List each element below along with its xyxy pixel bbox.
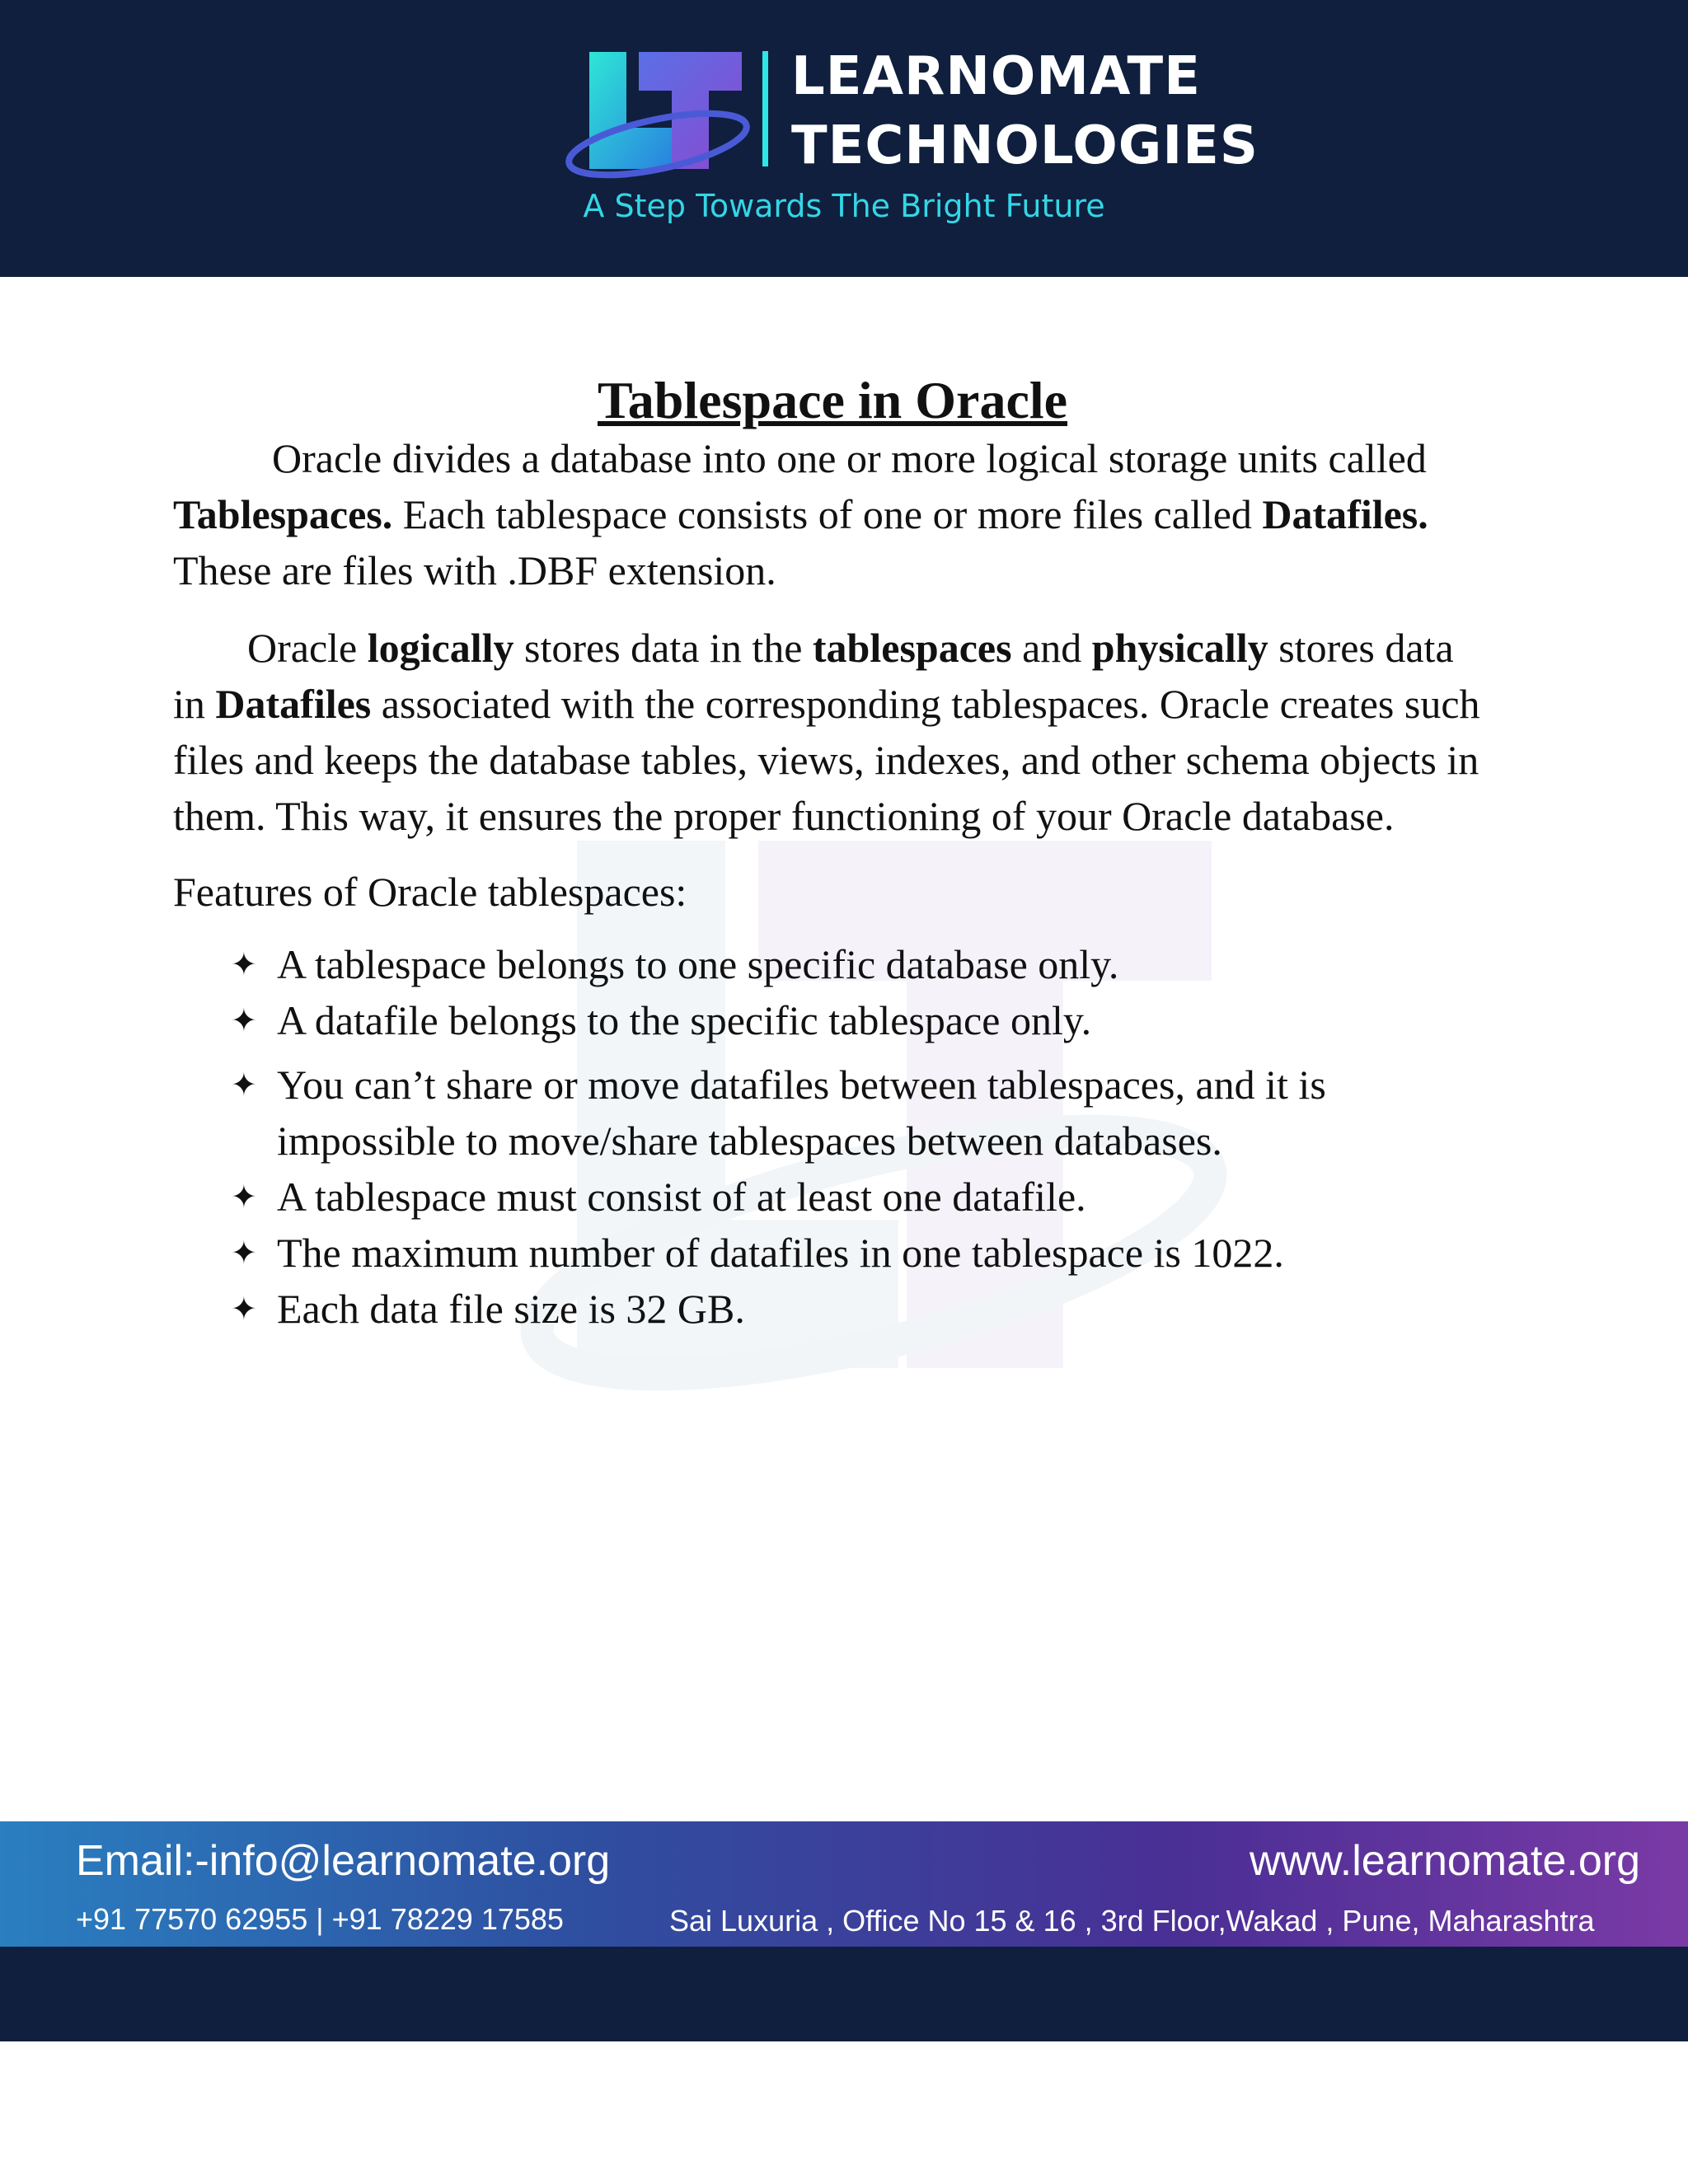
four-point-star-icon: ✦ bbox=[231, 1235, 257, 1271]
four-point-star-icon: ✦ bbox=[231, 1179, 257, 1215]
storage-text-1: Oracle bbox=[247, 625, 368, 671]
list-item bbox=[231, 992, 1492, 1048]
lt-logo-icon bbox=[560, 45, 750, 185]
four-point-star-icon: ✦ bbox=[231, 1066, 257, 1103]
storage-text-5: associated with the corresponding tablespaces. Oracle creates such files and keeps the database tables, views, indexes, and other schema objects in them. This way, it ensures the proper functioning of your Oracle database. bbox=[173, 681, 1480, 839]
feature-text: A tablespace must consist of at least one datafile. bbox=[277, 1174, 1086, 1220]
features-heading: Features of Oracle tablespaces: bbox=[173, 869, 687, 915]
list-item bbox=[231, 1281, 1492, 1337]
feature-text: You can’t share or move datafiles between tablespaces, and it is impossible to move/share tablespaces between databases. bbox=[277, 1062, 1326, 1164]
storage-text-2: stores data in the bbox=[513, 625, 813, 671]
intro-paragraph bbox=[173, 430, 1492, 598]
feature-text: A tablespace belongs to one specific database only. bbox=[277, 941, 1119, 987]
storage-text-4: stores data in bbox=[173, 625, 1454, 727]
intro-text-1: Oracle divides a database into one or more logical storage units called bbox=[272, 435, 1427, 481]
brand-name-line1: LEARNOMATE bbox=[791, 46, 1201, 107]
intro-term-tablespaces: Tablespaces. bbox=[173, 491, 393, 537]
footer-address: Sai Luxuria , Office No 15 & 16 , 3rd Floor,Wakad , Pune, Maharashtra bbox=[669, 1904, 1595, 1938]
four-point-star-icon: ✦ bbox=[231, 1002, 257, 1038]
brand-tagline: A Step Towards The Bright Future bbox=[583, 188, 1105, 224]
footer-email[interactable]: Email:-info@learnomate.org bbox=[76, 1837, 611, 1885]
list-item bbox=[231, 1169, 1492, 1225]
storage-paragraph bbox=[173, 620, 1492, 844]
storage-term-logically: logically bbox=[367, 625, 514, 671]
feature-text: The maximum number of datafiles in one tablespace is 1022. bbox=[277, 1230, 1284, 1276]
document-body bbox=[173, 368, 1492, 1337]
intro-term-datafiles: Datafiles. bbox=[1262, 491, 1428, 537]
list-item bbox=[231, 936, 1492, 992]
footer-website-link[interactable]: www.learnomate.org bbox=[1250, 1837, 1640, 1885]
storage-text-3: and bbox=[1011, 625, 1092, 671]
intro-text-2: Each tablespace consists of one or more files called bbox=[392, 491, 1263, 537]
list-item bbox=[231, 1057, 1492, 1169]
list-item bbox=[231, 1225, 1492, 1281]
four-point-star-icon: ✦ bbox=[231, 946, 257, 982]
footer-bottom-bar bbox=[0, 1947, 1688, 2041]
features-list bbox=[173, 936, 1492, 1337]
header-banner bbox=[0, 0, 1688, 277]
storage-term-datafiles: Datafiles bbox=[215, 681, 372, 727]
storage-term-tablespaces: tablespaces bbox=[812, 625, 1012, 671]
four-point-star-icon: ✦ bbox=[231, 1291, 257, 1327]
storage-term-physically: physically bbox=[1091, 625, 1268, 671]
brand-name-line2: TECHNOLOGIES bbox=[791, 115, 1259, 176]
feature-text: Each data file size is 32 GB. bbox=[277, 1286, 745, 1332]
page-title: Tablespace in Oracle bbox=[597, 371, 1068, 429]
logo-divider bbox=[762, 51, 768, 166]
feature-text: A datafile belongs to the specific tablespace only. bbox=[277, 997, 1092, 1043]
footer-phone: +91 77570 62955 | +91 78229 17585 bbox=[76, 1902, 564, 1936]
intro-text-3: These are files with .DBF extension. bbox=[173, 547, 776, 593]
